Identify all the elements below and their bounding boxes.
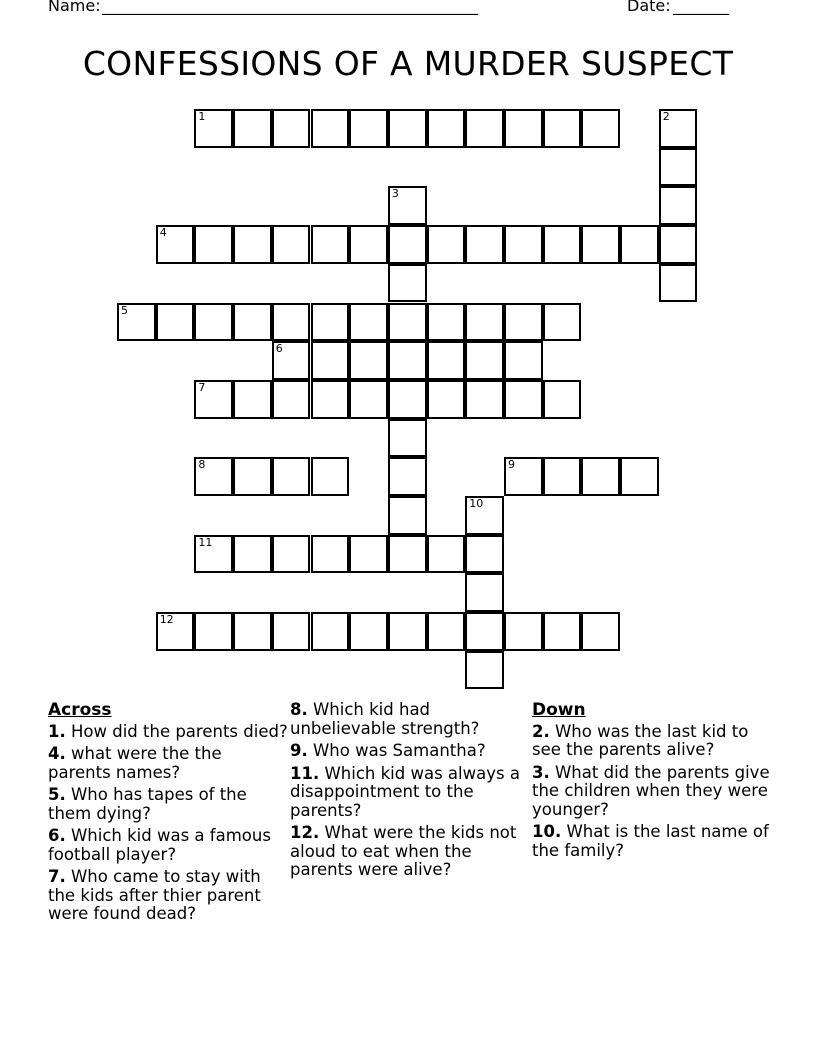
name-label: Name:	[48, 0, 101, 15]
clue-item-number: 1.	[48, 721, 66, 741]
clues-across-column	[48, 701, 288, 928]
grid-cell[interactable]	[388, 419, 427, 458]
clue-number: 1	[198, 110, 206, 123]
clue-item	[290, 765, 530, 821]
grid-cell[interactable]	[349, 535, 388, 574]
grid-cell[interactable]	[233, 535, 272, 574]
grid-cell[interactable]	[465, 573, 504, 612]
grid-cell[interactable]	[659, 148, 698, 187]
grid-cell[interactable]	[194, 457, 233, 496]
clue-item	[290, 824, 530, 880]
clue-item	[532, 823, 772, 860]
grid-cell[interactable]	[427, 225, 466, 264]
grid-cell[interactable]	[349, 380, 388, 419]
grid-cell[interactable]	[427, 380, 466, 419]
clue-item-number: 9.	[290, 741, 308, 760]
grid-cell[interactable]	[581, 225, 620, 264]
grid-cell[interactable]	[504, 457, 543, 496]
grid-cell[interactable]	[620, 457, 659, 496]
grid-cell[interactable]	[272, 225, 311, 264]
grid-cell[interactable]	[620, 225, 659, 264]
grid-cell[interactable]	[272, 535, 311, 574]
clue-item	[290, 742, 530, 761]
clue-item-text: Who was the last kid to see the parents alive?	[532, 721, 749, 759]
grid-cell[interactable]	[388, 109, 427, 148]
grid-cell[interactable]	[194, 109, 233, 148]
grid-cell[interactable]	[504, 225, 543, 264]
grid-cell[interactable]	[504, 341, 543, 380]
clue-item-text: Which kid was a famous football player?	[48, 826, 271, 864]
clue-number: 7	[198, 380, 206, 394]
grid-cell[interactable]	[117, 303, 156, 342]
clue-item	[48, 786, 288, 823]
grid-cell[interactable]	[543, 225, 582, 264]
clue-number: 6	[275, 342, 283, 356]
grid-cell[interactable]	[504, 612, 543, 651]
down-heading: Down	[532, 700, 586, 720]
grid-cell[interactable]	[194, 535, 233, 574]
grid-cell[interactable]	[659, 264, 698, 303]
grid-cell[interactable]	[581, 109, 620, 148]
clue-item-number: 12.	[290, 823, 320, 842]
clue-item-number: 2.	[532, 721, 550, 741]
grid-cell[interactable]	[465, 496, 504, 535]
grid-cell[interactable]	[581, 457, 620, 496]
grid-cell[interactable]	[311, 380, 350, 419]
grid-cell[interactable]	[388, 225, 427, 264]
grid-cell[interactable]	[349, 612, 388, 651]
clue-item	[48, 827, 288, 864]
clue-item-number: 11.	[290, 763, 320, 783]
grid-cell[interactable]	[272, 380, 311, 419]
grid-cell[interactable]	[233, 303, 272, 342]
grid-cell[interactable]	[543, 109, 582, 148]
grid-cell[interactable]	[427, 303, 466, 342]
grid-cell[interactable]	[233, 457, 272, 496]
grid-cell[interactable]	[465, 535, 504, 574]
clue-item	[48, 868, 288, 924]
grid-cell[interactable]	[465, 612, 504, 651]
grid-cell[interactable]	[504, 109, 543, 148]
clue-item	[48, 745, 288, 782]
grid-cell[interactable]	[349, 109, 388, 148]
grid-cell[interactable]	[427, 612, 466, 651]
grid-cell[interactable]	[388, 457, 427, 496]
grid-cell[interactable]	[543, 612, 582, 651]
clue-item	[532, 764, 772, 820]
clue-item-text: Which kid had unbelievable strength?	[290, 700, 480, 738]
grid-cell[interactable]	[659, 186, 698, 225]
clue-number: 9	[508, 458, 515, 472]
grid-cell[interactable]	[465, 380, 504, 419]
grid-cell[interactable]	[233, 225, 272, 264]
grid-cell[interactable]	[156, 612, 195, 651]
grid-cell[interactable]	[272, 109, 311, 148]
grid-cell[interactable]	[543, 457, 582, 496]
grid-cell[interactable]	[465, 651, 504, 690]
grid-cell[interactable]	[311, 341, 350, 380]
name-field[interactable]: _______________________________________________	[102, 0, 478, 15]
grid-cell[interactable]	[311, 535, 350, 574]
grid-cell[interactable]	[156, 225, 195, 264]
grid-cell[interactable]	[194, 612, 233, 651]
clue-item-text: Who was Samantha?	[307, 741, 486, 760]
clue-item-number: 8.	[290, 700, 308, 719]
clue-item-text: Who has tapes of the them dying?	[48, 785, 247, 823]
grid-cell[interactable]	[388, 186, 427, 225]
grid-cell[interactable]	[465, 225, 504, 264]
clue-item-text: What did the parents give the children when they were younger?	[532, 762, 770, 819]
clue-item-text: what were the the parents names?	[48, 744, 222, 782]
grid-cell[interactable]	[388, 264, 427, 303]
grid-cell[interactable]	[504, 303, 543, 342]
grid-cell[interactable]	[465, 341, 504, 380]
clue-item-number: 3.	[532, 762, 550, 782]
grid-cell[interactable]	[349, 341, 388, 380]
clue-number: 10	[469, 497, 484, 510]
clue-item	[48, 723, 288, 742]
grid-cell[interactable]	[388, 380, 427, 419]
grid-cell[interactable]	[659, 109, 698, 148]
grid-cell[interactable]	[311, 109, 350, 148]
grid-cell[interactable]	[194, 303, 233, 342]
clue-item	[532, 723, 772, 760]
clue-number: 5	[121, 303, 128, 317]
grid-cell[interactable]	[465, 303, 504, 342]
grid-cell[interactable]	[272, 612, 311, 651]
clue-item-text: What is the last name of the family?	[532, 822, 769, 860]
clue-number: 2	[662, 110, 670, 123]
grid-cell[interactable]	[233, 109, 272, 148]
grid-cell[interactable]	[543, 303, 582, 342]
date-label: Date:	[627, 0, 671, 15]
clue-item-text: Which kid was always a disappointment to the parents?	[290, 763, 520, 820]
grid-cell[interactable]	[272, 303, 311, 342]
across-heading: Across	[48, 700, 112, 720]
grid-cell[interactable]	[388, 341, 427, 380]
grid-cell[interactable]	[311, 457, 350, 496]
grid-cell[interactable]	[465, 109, 504, 148]
clue-item-number: 7.	[48, 867, 66, 886]
clue-item-text: What were the kids not aloud to eat when the parents were alive?	[290, 823, 517, 879]
grid-cell[interactable]	[272, 457, 311, 496]
clue-number: 3	[391, 187, 399, 201]
grid-cell[interactable]	[388, 535, 427, 574]
grid-cell[interactable]	[349, 225, 388, 264]
grid-cell[interactable]	[233, 380, 272, 419]
grid-cell[interactable]	[349, 303, 388, 342]
grid-cell[interactable]	[156, 303, 195, 342]
clues-across-column-2	[290, 701, 530, 884]
grid-cell[interactable]	[194, 225, 233, 264]
grid-cell[interactable]	[388, 612, 427, 651]
grid-cell[interactable]	[233, 612, 272, 651]
grid-cell[interactable]	[272, 341, 311, 380]
clue-item-number: 6.	[48, 826, 66, 845]
grid-cell[interactable]	[311, 225, 350, 264]
clues-down-column	[532, 701, 772, 864]
grid-cell[interactable]	[388, 496, 427, 535]
page-title: CONFESSIONS OF A MURDER SUSPECT	[82, 44, 734, 83]
clue-number: 8	[198, 458, 206, 472]
grid-cell[interactable]	[427, 341, 466, 380]
clue-number: 12	[159, 613, 174, 627]
grid-cell[interactable]	[427, 535, 466, 574]
grid-cell[interactable]	[427, 109, 466, 148]
date-field[interactable]: _______	[673, 0, 729, 15]
grid-cell[interactable]	[194, 380, 233, 419]
grid-cell[interactable]	[581, 612, 620, 651]
clue-item-text: How did the parents died?	[65, 721, 288, 741]
grid-cell[interactable]	[311, 303, 350, 342]
grid-cell[interactable]	[388, 303, 427, 342]
clue-item-text: Who came to stay with the kids after thier parent were found dead?	[48, 867, 261, 923]
grid-cell[interactable]	[659, 225, 698, 264]
grid-cell[interactable]	[311, 612, 350, 651]
clue-item-number: 10.	[532, 822, 562, 841]
clue-number: 11	[198, 535, 213, 549]
clue-item-number: 4.	[48, 744, 66, 763]
clue-number: 4	[159, 226, 167, 240]
grid-cell[interactable]	[543, 380, 582, 419]
clue-item-number: 5.	[48, 785, 66, 804]
grid-cell[interactable]	[504, 380, 543, 419]
clue-item	[290, 701, 530, 738]
